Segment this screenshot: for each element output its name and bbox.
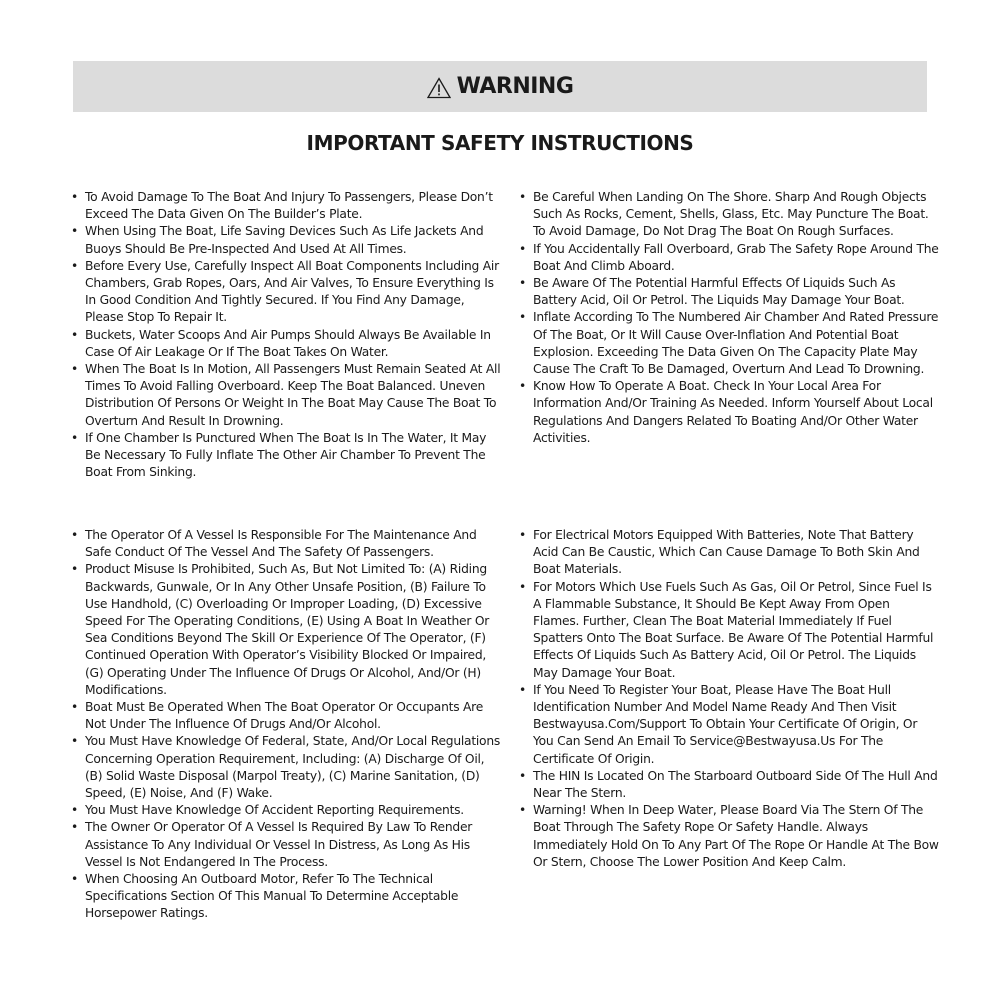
instruction-item: • Before Every Use, Carefully Inspect All Boat Components Including Air Chambers, Grab Ropes, Oars, And Air Valves, To Ensure Everything Is In Good Condition And Tightly Secured. If You Find Any Damage, Please Stop To Repair It. xyxy=(71,258,501,327)
warning-label: WARNING xyxy=(456,74,574,99)
instruction-item: • If You Accidentally Fall Overboard, Grab The Safety Rope Around The Boat And Climb Aboard. xyxy=(519,241,939,275)
warning-triangle-icon xyxy=(427,77,451,99)
instruction-item: • Warning! When In Deep Water, Please Board Via The Stern Of The Boat Through The Safety Rope Or Safety Handle. Always Immediately Hold On To Any Part Of The Rope Or Handle At The Bow Or Stern, Choose The Lower Position And Keep Calm. xyxy=(519,802,939,871)
instruction-item: • If One Chamber Is Punctured When The Boat Is In The Water, It May Be Necessary To Fully Inflate The Other Air Chamber To Prevent The Boat From Sinking. xyxy=(71,430,501,482)
instruction-item: • Product Misuse Is Prohibited, Such As, But Not Limited To: (A) Riding Backwards, Gunwale, Or In Any Other Unsafe Position, (B) Failure To Use Handhold, (C) Overloading Or Improper Loading, (D) Excessive Speed For The Operating Conditions, (E) Using A Boat In Weather Or Sea Conditions Beyond The Skill Or Experience Of The Operator, (F) Continued Operation With Operator’s Visibility Blocked Or Impaired, (G) Operating Under The Influence Of Drugs Or Alcohol, And/Or (H) Modifications. xyxy=(71,561,501,699)
instruction-item: • When Using The Boat, Life Saving Devices Such As Life Jackets And Buoys Should Be Pre-Inspected And Used At All Times. xyxy=(71,223,501,257)
instruction-item: • When Choosing An Outboard Motor, Refer To The Technical Specifications Section Of This Manual To Determine Acceptable Horsepower Ratings. xyxy=(71,871,501,923)
instruction-item: • Buckets, Water Scoops And Air Pumps Should Always Be Available In Case Of Air Leakage Or If The Boat Takes On Water. xyxy=(71,327,501,361)
instructions-bottom-left xyxy=(71,527,501,923)
instruction-item: • You Must Have Knowledge Of Accident Reporting Requirements. xyxy=(71,802,501,819)
page-title: IMPORTANT SAFETY INSTRUCTIONS xyxy=(306,131,694,155)
instruction-item: • To Avoid Damage To The Boat And Injury To Passengers, Please Don’t Exceed The Data Given On The Builder’s Plate. xyxy=(71,189,501,223)
instructions-bottom-right xyxy=(519,527,939,871)
instruction-item: • You Must Have Knowledge Of Federal, State, And/Or Local Regulations Concerning Operation Requirement, Including: (A) Discharge Of Oil, (B) Solid Waste Disposal (Marpol Treaty), (C) Marine Sanitation, (D) Speed, (E) Noise, And (F) Wake. xyxy=(71,733,501,802)
instruction-item: • Be Careful When Landing On The Shore. Sharp And Rough Objects Such As Rocks, Cement, Shells, Glass, Etc. May Puncture The Boat. To Avoid Damage, Do Not Drag The Boat On Rough Surfaces. xyxy=(519,189,939,241)
instructions-top-right xyxy=(519,189,939,447)
warning-header xyxy=(427,74,574,99)
instruction-item: • When The Boat Is In Motion, All Passengers Must Remain Seated At All Times To Avoid Falling Overboard. Keep The Boat Balanced. Uneven Distribution Of Persons Or Weight In The Boat May Cause The Boat To Overturn And Result In Drowning. xyxy=(71,361,501,430)
instruction-item: • Inflate According To The Numbered Air Chamber And Rated Pressure Of The Boat, Or It Will Cause Over-Inflation And Potential Boat Explosion. Exceeding The Data Given On The Capacity Plate May Cause The Craft To Be Damaged, Overturn And Lead To Drowning. xyxy=(519,309,939,378)
instruction-item: • The HIN Is Located On The Starboard Outboard Side Of The Hull And Near The Stern. xyxy=(519,768,939,802)
instruction-item: • Be Aware Of The Potential Harmful Effects Of Liquids Such As Battery Acid, Oil Or Petrol. The Liquids May Damage Your Boat. xyxy=(519,275,939,309)
instruction-item: • For Electrical Motors Equipped With Batteries, Note That Battery Acid Can Be Caustic, Which Can Cause Damage To Both Skin And Boat Materials. xyxy=(519,527,939,579)
instruction-item: • Boat Must Be Operated When The Boat Operator Or Occupants Are Not Under The Influence Of Drugs And/Or Alcohol. xyxy=(71,699,501,733)
instruction-item: • For Motors Which Use Fuels Such As Gas, Oil Or Petrol, Since Fuel Is A Flammable Substance, It Should Be Kept Away From Open Flames. Further, Clean The Boat Material Immediately If Fuel Spatters Onto The Boat Surface. Be Aware Of The Potential Harmful Effects Of Liquids Such As Battery Acid, Oil Or Petrol. The Liquids May Damage Your Boat. xyxy=(519,579,939,682)
instruction-item: • If You Need To Register Your Boat, Please Have The Boat Hull Identification Number And Model Name Ready And Then Visit Bestwayusa.Com/Support To Obtain Your Certificate Of Origin, Or You Can Send An Email To Service@Bestwayusa.Us For The Certificate Of Origin. xyxy=(519,682,939,768)
instruction-item: • The Owner Or Operator Of A Vessel Is Required By Law To Render Assistance To Any Individual Or Vessel In Distress, As Long As His Vessel Is Not Endangered In The Process. xyxy=(71,819,501,871)
instruction-item: • The Operator Of A Vessel Is Responsible For The Maintenance And Safe Conduct Of The Vessel And The Safety Of Passengers. xyxy=(71,527,501,561)
instruction-item: • Know How To Operate A Boat. Check In Your Local Area For Information And/Or Training As Needed. Inform Yourself About Local Regulations And Dangers Related To Boating And/Or Other Water Activities. xyxy=(519,378,939,447)
warning-banner xyxy=(73,61,927,112)
instructions-top-left xyxy=(71,189,501,481)
